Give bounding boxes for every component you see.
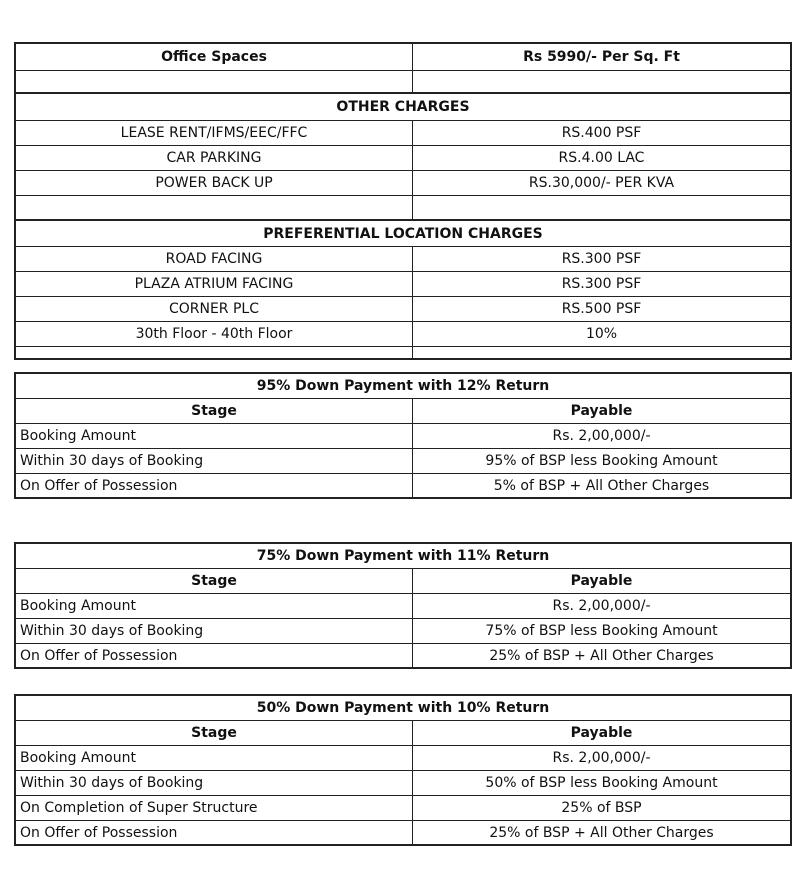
charge-value: RS.4.00 LAC (558, 150, 645, 166)
stage-header: Stage (16, 399, 413, 423)
payable-header: Payable (570, 573, 633, 589)
plc-value: 10% (585, 326, 618, 342)
stage-cell: On Offer of Possession (16, 474, 413, 497)
charge-label: CAR PARKING (16, 146, 413, 170)
charge-label: LEASE RENT/IFMS/EEC/FFC (16, 121, 413, 145)
plan-header-row (14, 568, 792, 593)
stage-cell: Within 30 days of Booking (16, 619, 413, 643)
stage-cell: Booking Amount (16, 424, 413, 448)
plc-label: PLAZA ATRIUM FACING (16, 272, 413, 296)
blank-cell (413, 71, 790, 92)
table-row (14, 321, 792, 346)
table-row (14, 271, 792, 296)
plc-label: CORNER PLC (16, 297, 413, 321)
plan-title-row (14, 372, 792, 398)
other-charges-header (14, 92, 792, 120)
payable-cell: 50% of BSP less Booking Amount (485, 775, 718, 791)
stage-cell: On Offer of Possession (16, 821, 413, 844)
plan-header-row (14, 398, 792, 423)
table-row (14, 618, 792, 643)
plan-title: 95% Down Payment with 12% Return (256, 378, 550, 394)
plan-title-row (14, 694, 792, 720)
table-row (14, 795, 792, 820)
payable-cell: Rs. 2,00,000/- (552, 428, 651, 444)
payable-cell: 5% of BSP + All Other Charges (493, 477, 710, 494)
charge-value: RS.30,000/- PER KVA (528, 175, 675, 191)
plan-title: 50% Down Payment with 10% Return (256, 700, 550, 716)
price-list-table (14, 42, 792, 360)
plc-label: ROAD FACING (16, 247, 413, 271)
payment-plan-table (14, 372, 792, 499)
blank-cell (16, 196, 413, 219)
stage-cell: Within 30 days of Booking (16, 771, 413, 795)
blank-cell (413, 347, 790, 358)
table-row (14, 820, 792, 846)
payable-cell: 25% of BSP (561, 800, 642, 816)
plc-value: RS.500 PSF (561, 301, 642, 317)
payable-cell: 25% of BSP + All Other Charges (489, 647, 714, 664)
blank-cell (413, 196, 790, 219)
charge-value: RS.400 PSF (561, 125, 642, 141)
plc-label: 30th Floor - 40th Floor (16, 322, 413, 346)
stage-cell: On Completion of Super Structure (16, 796, 413, 820)
payable-cell: 25% of BSP + All Other Charges (489, 824, 714, 841)
stage-cell: Within 30 days of Booking (16, 449, 413, 473)
payable-header: Payable (570, 403, 633, 419)
table-row (14, 423, 792, 448)
stage-cell: On Offer of Possession (16, 644, 413, 667)
table-row (14, 448, 792, 473)
table-row (14, 593, 792, 618)
plc-value: RS.300 PSF (561, 276, 642, 292)
stage-cell: Booking Amount (16, 746, 413, 770)
payable-header: Payable (570, 725, 633, 741)
table-row (14, 643, 792, 669)
stage-header: Stage (16, 569, 413, 593)
blank-row (14, 70, 792, 92)
plan-header-row (14, 720, 792, 745)
payable-cell: Rs. 2,00,000/- (552, 598, 651, 614)
stage-header: Stage (16, 721, 413, 745)
plan-title-row (14, 542, 792, 568)
table-row (14, 246, 792, 271)
table-row (14, 745, 792, 770)
table-row (14, 145, 792, 170)
payment-plan-table (14, 542, 792, 669)
plc-title: PREFERENTIAL LOCATION CHARGES (263, 225, 543, 242)
office-spaces-label: Office Spaces (16, 44, 413, 70)
office-spaces-price: Rs 5990/- Per Sq. Ft (523, 49, 680, 65)
stage-cell: Booking Amount (16, 594, 413, 618)
table-row (14, 473, 792, 499)
blank-row (14, 346, 792, 360)
office-spaces-row (14, 42, 792, 70)
charge-label: POWER BACK UP (16, 171, 413, 195)
table-row (14, 296, 792, 321)
plan-title: 75% Down Payment with 11% Return (256, 548, 550, 564)
payable-cell: Rs. 2,00,000/- (552, 750, 651, 766)
blank-cell (16, 347, 413, 358)
plc-header (14, 219, 792, 246)
payment-plan-table (14, 694, 792, 846)
other-charges-title: OTHER CHARGES (336, 99, 470, 115)
table-row (14, 120, 792, 145)
blank-cell (16, 71, 413, 92)
payable-cell: 75% of BSP less Booking Amount (485, 623, 718, 639)
blank-row (14, 195, 792, 219)
payable-cell: 95% of BSP less Booking Amount (485, 453, 718, 469)
plc-value: RS.300 PSF (561, 251, 642, 267)
table-row (14, 170, 792, 195)
table-row (14, 770, 792, 795)
